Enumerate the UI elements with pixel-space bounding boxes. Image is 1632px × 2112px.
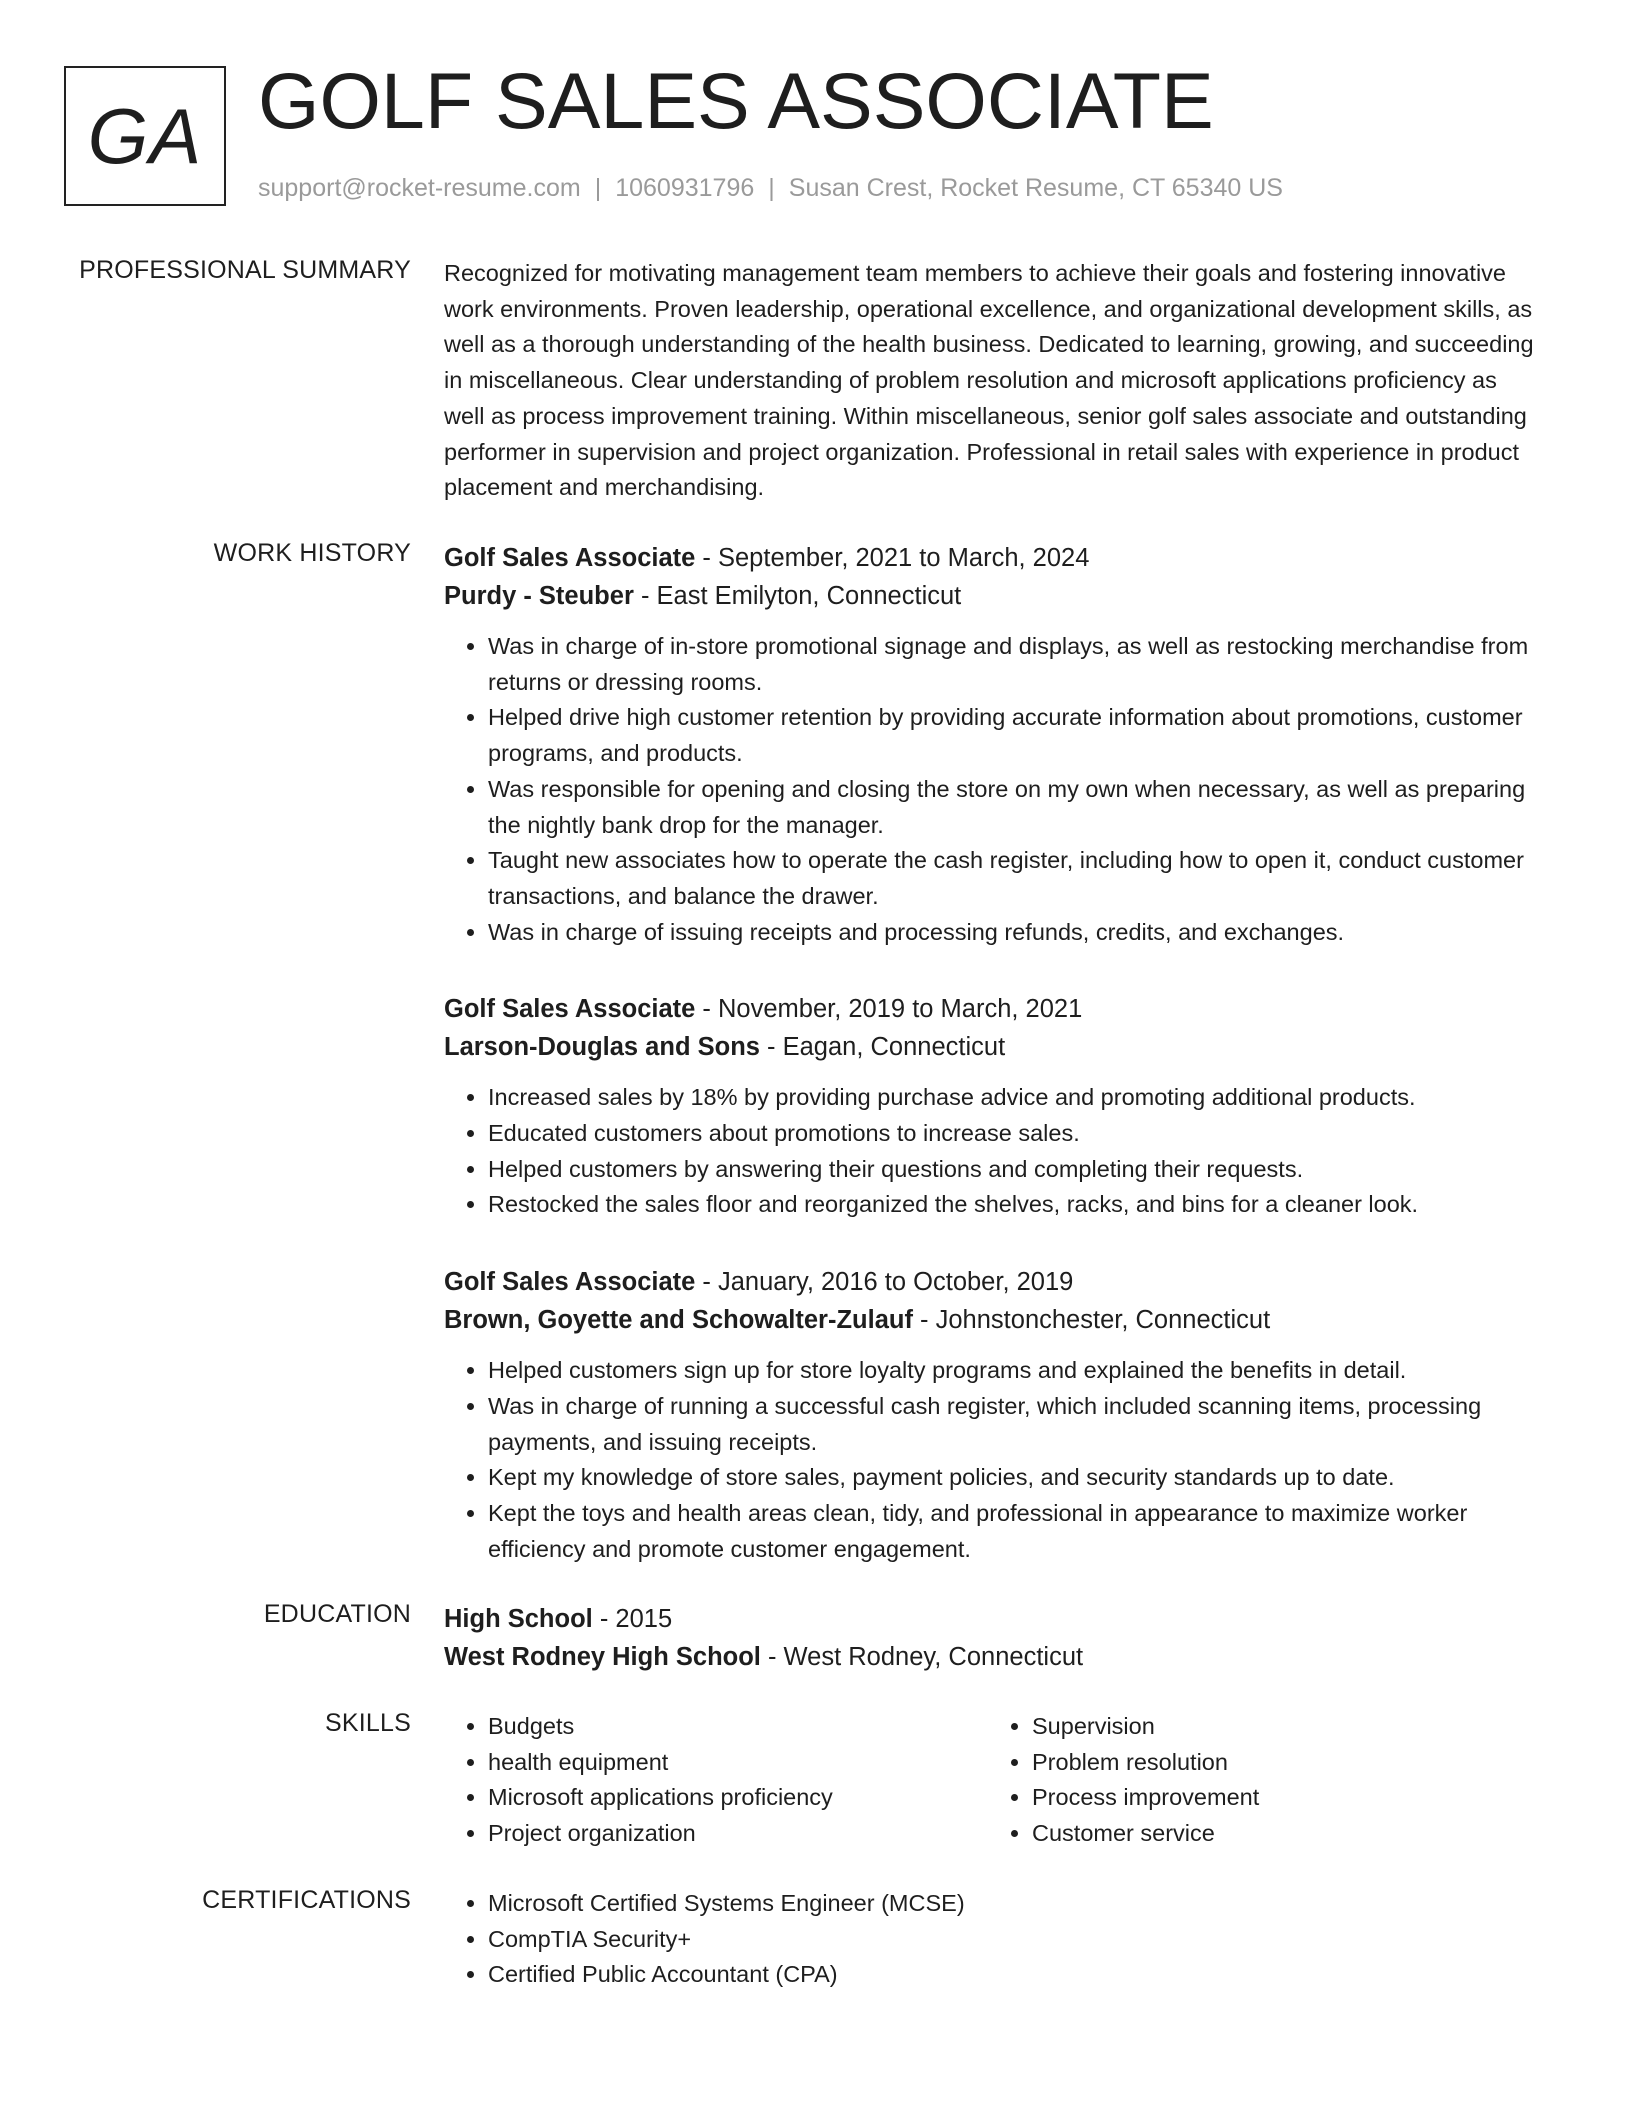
- education-body: [444, 1600, 1534, 1676]
- job-location: - Johnstonchester, Connecticut: [912, 1306, 1271, 1335]
- job-bullet: • Was in charge of issuing receipts and processing refunds, credits, and exchanges.: [488, 915, 1534, 951]
- skill-item: • Project organization: [488, 1816, 988, 1852]
- job-title: Golf Sales Associate: [444, 995, 696, 1024]
- job-bullet: • Restocked the sales floor and reorganized the shelves, racks, and bins for a cleaner look.: [488, 1187, 1534, 1223]
- skill-item: • Supervision: [1032, 1709, 1532, 1745]
- job-bullet: • Helped customers sign up for store loyalty programs and explained the benefits in detail.: [488, 1353, 1534, 1389]
- education-degree: High School: [444, 1605, 593, 1633]
- job-company-line: [444, 1301, 1534, 1339]
- skill-item: • health equipment: [488, 1745, 988, 1781]
- job-entry: [444, 990, 1534, 1223]
- certifications-body: [444, 1886, 1534, 1993]
- monogram-initials: GA: [87, 91, 203, 180]
- skills-column-1: [444, 1709, 988, 1852]
- job-title-line: [444, 539, 1534, 577]
- skill-item: • Process improvement: [1032, 1780, 1532, 1816]
- certification-item: • CompTIA Security+: [488, 1922, 1534, 1958]
- job-location: - Eagan, Connecticut: [759, 1033, 1006, 1062]
- job-company-line: [444, 1028, 1534, 1066]
- skills-column-2: [988, 1709, 1532, 1852]
- job-company: Purdy - Steuber: [444, 582, 634, 610]
- job-title: Golf Sales Associate: [444, 1268, 696, 1297]
- contact-email[interactable]: support@rocket-resume.com: [258, 174, 581, 202]
- job-company-line: [444, 577, 1534, 615]
- education-location: - West Rodney, Connecticut: [760, 1643, 1084, 1671]
- contact-address: Susan Crest, Rocket Resume, CT 65340 US: [788, 174, 1283, 202]
- job-bullet: • Helped customers by answering their questions and completing their requests.: [488, 1152, 1534, 1188]
- skills-heading: SKILLS: [325, 1709, 411, 1737]
- job-location: - East Emilyton, Connecticut: [633, 582, 962, 610]
- job-title-line: [444, 990, 1534, 1028]
- summary-body: [444, 256, 1534, 506]
- job-dates: - September, 2021 to March, 2024: [695, 544, 1090, 572]
- contact-separator: |: [594, 174, 602, 202]
- job-title: Golf Sales Associate: [444, 544, 696, 572]
- education-heading: EDUCATION: [263, 1600, 411, 1628]
- contact-line: [258, 174, 1283, 203]
- certifications-heading: CERTIFICATIONS: [202, 1886, 411, 1914]
- skill-item: • Problem resolution: [1032, 1745, 1532, 1781]
- skills-body: [444, 1709, 1534, 1852]
- job-bullets: [444, 1080, 1534, 1223]
- job-company: Brown, Goyette and Schowalter-Zulauf: [444, 1306, 913, 1335]
- job-bullets: [444, 1353, 1534, 1567]
- summary-text: Recognized for motivating management team members to achieve their goals and fostering innovative work environments. Proven leadership, operational excellence, and organizational development skills, as well as a thorough understanding of the health business. Dedicated to learning, growing, and succeeding in miscellaneous. Clear understanding of problem resolution and microsoft applications proficiency as well as process improvement training. Within miscellaneous, senior golf sales associate and outstanding performer in supervision and project organization. Professional in retail sales with experience in product placement and merchandising.: [444, 260, 1534, 501]
- job-bullet: • Was in charge of running a successful cash register, which included scanning items, processing payments, and issuing receipts.: [488, 1389, 1534, 1460]
- job-dates: - January, 2016 to October, 2019: [695, 1268, 1074, 1297]
- job-bullet: • Helped drive high customer retention by providing accurate information about promotions, customer programs, and products.: [488, 700, 1534, 771]
- contact-phone[interactable]: 1060931796: [615, 174, 755, 202]
- job-dates: - November, 2019 to March, 2021: [695, 995, 1083, 1024]
- work-history-body: [444, 539, 1534, 1607]
- certifications-list: [444, 1886, 1534, 1993]
- skill-item: • Customer service: [1032, 1816, 1532, 1852]
- monogram-box: [64, 66, 226, 206]
- skills-grid: [444, 1709, 1534, 1852]
- summary-heading: PROFESSIONAL SUMMARY: [79, 256, 411, 284]
- job-entry: [444, 539, 1534, 950]
- resume-title: GOLF SALES ASSOCIATE: [258, 56, 1214, 145]
- certification-item: • Certified Public Accountant (CPA): [488, 1957, 1534, 1993]
- certification-item: • Microsoft Certified Systems Engineer (MCSE): [488, 1886, 1534, 1922]
- job-bullets: [444, 629, 1534, 950]
- contact-separator: |: [768, 174, 775, 202]
- skill-item: • Microsoft applications proficiency: [488, 1780, 988, 1816]
- job-bullet: • Was in charge of in-store promotional signage and displays, as well as restocking merchandise from returns or dressing rooms.: [488, 629, 1534, 700]
- job-bullet: • Kept my knowledge of store sales, payment policies, and security standards up to date.: [488, 1460, 1534, 1496]
- skill-item: • Budgets: [488, 1709, 988, 1745]
- job-entry: [444, 1263, 1534, 1567]
- job-bullet: • Educated customers about promotions to increase sales.: [488, 1116, 1534, 1152]
- job-bullet: • Was responsible for opening and closing the store on my own when necessary, as well as preparing the nightly bank drop for the manager.: [488, 772, 1534, 843]
- job-company: Larson-Douglas and Sons: [444, 1033, 760, 1062]
- job-bullet: • Taught new associates how to operate the cash register, including how to open it, conduct customer transactions, and balance the drawer.: [488, 843, 1534, 914]
- work-history-heading: WORK HISTORY: [213, 539, 411, 567]
- job-bullet: • Increased sales by 18% by providing purchase advice and promoting additional products.: [488, 1080, 1534, 1116]
- education-year: - 2015: [592, 1605, 673, 1633]
- education-school-line: [444, 1638, 1534, 1676]
- education-school: West Rodney High School: [444, 1643, 761, 1671]
- job-bullet: • Kept the toys and health areas clean, tidy, and professional in appearance to maximize worker efficiency and promote customer engagement.: [488, 1496, 1534, 1567]
- education-degree-line: [444, 1600, 1534, 1638]
- job-title-line: [444, 1263, 1534, 1301]
